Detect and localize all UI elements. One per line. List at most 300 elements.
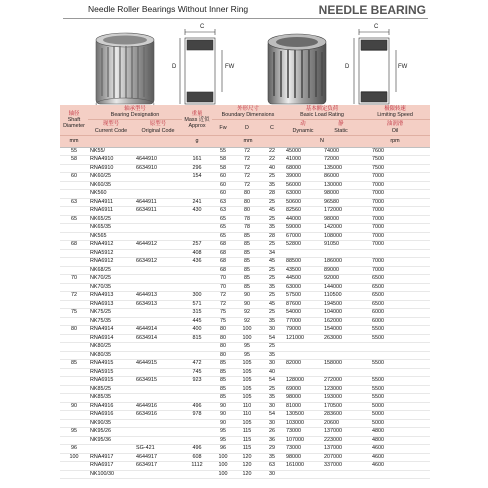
cell-fw: 68	[212, 266, 234, 275]
cell-original-code	[134, 343, 182, 352]
cell-d: 120	[234, 453, 260, 462]
cell-c: 25	[260, 215, 284, 224]
table-row	[60, 198, 430, 207]
cell-mass	[182, 351, 212, 360]
cell-mass: 923	[182, 377, 212, 386]
cell-dynamic: 68000	[284, 164, 322, 173]
cell-mass: 608	[182, 453, 212, 462]
cell-static	[322, 470, 360, 479]
cell-speed	[370, 470, 430, 479]
cell-c: 30	[260, 326, 284, 335]
cell-mass: 300	[182, 292, 212, 301]
cell-original-code	[134, 368, 182, 377]
cell-speed: 7000	[370, 207, 430, 216]
cell-dynamic: 57500	[284, 292, 322, 301]
cell-spacer	[360, 275, 370, 284]
cell-spacer	[360, 411, 370, 420]
cell-c: 45	[260, 258, 284, 267]
cell-static: 186000	[322, 258, 360, 267]
cell-original-code	[134, 173, 182, 182]
cell-original-code: 6634913	[134, 300, 182, 309]
cell-static: 142000	[322, 224, 360, 233]
header-row-2	[60, 120, 430, 135]
header-row-1	[60, 105, 430, 120]
cell-dynamic: 88500	[284, 258, 322, 267]
cell-original-code: 4644910	[134, 156, 182, 165]
cell-spacer	[360, 445, 370, 454]
cell-spacer	[360, 394, 370, 403]
cell-dynamic: 59000	[284, 224, 322, 233]
unit-shaft: mm	[60, 135, 88, 147]
cell-dynamic: 128000	[284, 377, 322, 386]
cell-shaft	[60, 266, 88, 275]
cell-c: 54	[260, 334, 284, 343]
cell-spacer	[360, 181, 370, 190]
cell-current-code: NK60/35	[88, 181, 134, 190]
cell-spacer	[360, 198, 370, 207]
table-row	[60, 300, 430, 309]
cell-original-code	[134, 147, 182, 156]
cell-current-code: NK75/35	[88, 317, 134, 326]
cell-fw: 96	[212, 445, 234, 454]
label-d-1: D	[172, 64, 177, 70]
cell-original-code	[134, 266, 182, 275]
cell-mass: 241	[182, 198, 212, 207]
cell-dynamic: 56000	[284, 181, 322, 190]
cell-static: 72000	[322, 156, 360, 165]
cell-original-code	[134, 436, 182, 445]
cell-current-code: NK560	[88, 190, 134, 199]
table-row	[60, 368, 430, 377]
cell-d: 80	[234, 207, 260, 216]
cell-current-code: NK85/35	[88, 394, 134, 403]
cell-static	[322, 368, 360, 377]
cell-fw: 72	[212, 300, 234, 309]
cell-current-code: RNA4911	[88, 198, 134, 207]
table-row	[60, 147, 430, 156]
cell-d: 115	[234, 436, 260, 445]
table-row	[60, 377, 430, 386]
cell-spacer	[360, 419, 370, 428]
cell-fw: 90	[212, 402, 234, 411]
cell-d: 90	[234, 292, 260, 301]
cell-current-code: RNA4915	[88, 360, 134, 369]
cell-mass	[182, 147, 212, 156]
cell-shaft	[60, 249, 88, 258]
cell-speed	[370, 343, 430, 352]
cell-dynamic: 107000	[284, 436, 322, 445]
cell-current-code: RNA4916	[88, 402, 134, 411]
cell-dynamic: 54000	[284, 309, 322, 318]
cell-d: 120	[234, 462, 260, 471]
cell-static: 272000	[322, 377, 360, 386]
cell-original-code: 4644916	[134, 402, 182, 411]
table-row	[60, 173, 430, 182]
cell-fw: 85	[212, 377, 234, 386]
cell-dynamic: 79000	[284, 326, 322, 335]
cell-spacer	[360, 470, 370, 479]
cell-current-code: NK65/25	[88, 215, 134, 224]
cell-shaft: 63	[60, 198, 88, 207]
table-row	[60, 411, 430, 420]
cell-d: 85	[234, 275, 260, 284]
cell-speed: 7000	[370, 190, 430, 199]
cell-mass: 154	[182, 173, 212, 182]
cell-shaft: 72	[60, 292, 88, 301]
cell-shaft	[60, 411, 88, 420]
cell-d: 72	[234, 147, 260, 156]
cell-static: 193000	[322, 394, 360, 403]
units-row	[60, 135, 430, 147]
cell-dynamic: 161000	[284, 462, 322, 471]
cell-spacer	[360, 164, 370, 173]
section-drawing-1	[172, 26, 238, 116]
cell-shaft	[60, 377, 88, 386]
cell-d: 105	[234, 377, 260, 386]
cell-static: 194500	[322, 300, 360, 309]
cell-current-code: RNA6917	[88, 462, 134, 471]
cell-c: 30	[260, 470, 284, 479]
cell-d: 85	[234, 266, 260, 275]
cell-d: 110	[234, 411, 260, 420]
cell-static: 20600	[322, 419, 360, 428]
unit-speed: rpm	[360, 135, 430, 147]
cell-spacer	[360, 309, 370, 318]
cell-shaft: 95	[60, 428, 88, 437]
cell-speed: 4600	[370, 462, 430, 471]
cell-static: 154000	[322, 326, 360, 335]
cell-d: 120	[234, 470, 260, 479]
cell-c: 35	[260, 317, 284, 326]
cell-spacer	[360, 283, 370, 292]
cell-spacer	[360, 351, 370, 360]
table-row	[60, 258, 430, 267]
cell-spacer	[360, 385, 370, 394]
cell-spacer	[360, 360, 370, 369]
cell-speed: 7000	[370, 173, 430, 182]
cell-c: 34	[260, 249, 284, 258]
cell-spacer	[360, 215, 370, 224]
cell-static: 74000	[322, 147, 360, 156]
cell-original-code	[134, 232, 182, 241]
cell-speed: 5000	[370, 402, 430, 411]
cell-shaft: 100	[60, 453, 88, 462]
cell-static: 158000	[322, 360, 360, 369]
cell-speed: 7000	[370, 198, 430, 207]
cell-shaft: 60	[60, 173, 88, 182]
cell-dynamic: 44000	[284, 215, 322, 224]
cell-spacer	[360, 368, 370, 377]
cell-original-code: 6634910	[134, 164, 182, 173]
brand-title: NEEDLE BEARING	[318, 3, 426, 17]
cell-speed: 7000	[370, 266, 430, 275]
cell-shaft: 70	[60, 275, 88, 284]
cell-current-code: NK85/25	[88, 385, 134, 394]
cell-original-code	[134, 215, 182, 224]
cell-speed: 5500	[370, 385, 430, 394]
cell-dynamic: 45000	[284, 147, 322, 156]
cell-mass: 400	[182, 326, 212, 335]
cell-d: 92	[234, 309, 260, 318]
cell-speed: 7000	[370, 232, 430, 241]
cell-original-code	[134, 470, 182, 479]
cell-c: 36	[260, 436, 284, 445]
cell-fw: 70	[212, 275, 234, 284]
cell-spacer	[360, 249, 370, 258]
table-row	[60, 292, 430, 301]
table-row	[60, 428, 430, 437]
cell-shaft	[60, 283, 88, 292]
cell-current-code: RNA4912	[88, 241, 134, 250]
cell-current-code: RNA6913	[88, 300, 134, 309]
cell-shaft: 65	[60, 215, 88, 224]
cell-static: 135000	[322, 164, 360, 173]
cell-shaft	[60, 258, 88, 267]
table-body	[60, 147, 430, 479]
cell-spacer	[360, 402, 370, 411]
cell-dynamic: 73000	[284, 428, 322, 437]
cell-shaft: 68	[60, 241, 88, 250]
cell-static: 144000	[322, 283, 360, 292]
cell-speed: 4800	[370, 436, 430, 445]
cell-fw: 75	[212, 317, 234, 326]
cell-current-code	[88, 445, 134, 454]
unit-dims: mm	[212, 135, 284, 147]
cell-dynamic: 82560	[284, 207, 322, 216]
cell-c: 22	[260, 156, 284, 165]
cell-fw: 65	[212, 232, 234, 241]
cell-spacer	[360, 156, 370, 165]
cell-d: 80	[234, 190, 260, 199]
cell-d: 72	[234, 164, 260, 173]
cell-c: 25	[260, 385, 284, 394]
cell-d: 115	[234, 428, 260, 437]
cell-c: 25	[260, 241, 284, 250]
cell-mass: 296	[182, 164, 212, 173]
cell-static: 98000	[322, 215, 360, 224]
table-row	[60, 164, 430, 173]
cell-mass: 445	[182, 317, 212, 326]
cell-shaft	[60, 181, 88, 190]
cell-dynamic: 103000	[284, 419, 322, 428]
label-c-2: C	[374, 24, 379, 30]
cell-c: 29	[260, 445, 284, 454]
cell-c: 25	[260, 309, 284, 318]
cell-speed: 5500	[370, 360, 430, 369]
cell-fw: 100	[212, 470, 234, 479]
col-static: 静 Static	[322, 120, 360, 135]
cell-current-code: RNA6912	[88, 258, 134, 267]
table-row	[60, 317, 430, 326]
cell-mass: 815	[182, 334, 212, 343]
cell-fw: 55	[212, 147, 234, 156]
table-row	[60, 351, 430, 360]
cell-spacer	[360, 147, 370, 156]
cell-current-code: RNA6914	[88, 334, 134, 343]
cell-d: 105	[234, 368, 260, 377]
cell-d: 105	[234, 360, 260, 369]
table-row	[60, 181, 430, 190]
cell-spacer	[360, 266, 370, 275]
cell-current-code: RNA6916	[88, 411, 134, 420]
cell-shaft	[60, 385, 88, 394]
cell-static: 96580	[322, 198, 360, 207]
col-original: 原型号 Original Code	[134, 120, 182, 135]
cell-mass	[182, 181, 212, 190]
cell-fw: 63	[212, 207, 234, 216]
cell-dynamic: 81000	[284, 402, 322, 411]
table-row	[60, 249, 430, 258]
cell-c: 40	[260, 164, 284, 173]
cell-d: 72	[234, 156, 260, 165]
cell-shaft: 90	[60, 402, 88, 411]
cell-fw: 80	[212, 343, 234, 352]
cell-spacer	[360, 436, 370, 445]
bearing-spec-table	[60, 105, 430, 479]
cell-shaft: 58	[60, 156, 88, 165]
cell-speed: 7600	[370, 147, 430, 156]
page-title: Needle Roller Bearings Without Inner Ring	[88, 4, 249, 14]
cell-spacer	[360, 428, 370, 437]
cell-original-code: 4644913	[134, 292, 182, 301]
cell-spacer	[360, 241, 370, 250]
cell-c: 30	[260, 360, 284, 369]
cell-original-code: 4644911	[134, 198, 182, 207]
cell-static: 223000	[322, 436, 360, 445]
cell-static	[322, 343, 360, 352]
cell-static: 108000	[322, 232, 360, 241]
table-row	[60, 224, 430, 233]
cell-static	[322, 249, 360, 258]
cell-spacer	[360, 453, 370, 462]
cell-speed	[370, 351, 430, 360]
cell-spacer	[360, 224, 370, 233]
col-mass: 重量 Mass 近似 Approx	[182, 105, 212, 135]
cell-shaft	[60, 232, 88, 241]
cell-current-code: NK68/25	[88, 266, 134, 275]
table-row	[60, 190, 430, 199]
table-row	[60, 309, 430, 318]
cell-fw: 60	[212, 190, 234, 199]
cell-current-code: RNA6911	[88, 207, 134, 216]
cell-current-code: NK70/25	[88, 275, 134, 284]
cell-original-code	[134, 419, 182, 428]
table-row	[60, 207, 430, 216]
cell-d: 72	[234, 173, 260, 182]
cell-mass	[182, 436, 212, 445]
cell-c: 28	[260, 232, 284, 241]
cell-shaft: 80	[60, 326, 88, 335]
cell-speed: 5500	[370, 377, 430, 386]
cell-d: 100	[234, 326, 260, 335]
cell-fw: 65	[212, 224, 234, 233]
cell-d: 105	[234, 394, 260, 403]
cell-original-code	[134, 224, 182, 233]
cell-mass: 496	[182, 445, 212, 454]
cell-fw: 63	[212, 198, 234, 207]
cell-fw: 58	[212, 164, 234, 173]
cell-static: 110500	[322, 292, 360, 301]
cell-fw: 80	[212, 326, 234, 335]
cell-current-code: NK65/35	[88, 224, 134, 233]
cell-fw: 70	[212, 283, 234, 292]
cell-speed: 6500	[370, 300, 430, 309]
cell-current-code: NK95/36	[88, 436, 134, 445]
label-fw-1: FW	[225, 64, 235, 70]
table-row	[60, 385, 430, 394]
col-current: 现型号 Current Code	[88, 120, 134, 135]
cell-fw: 80	[212, 351, 234, 360]
cell-dynamic: 44500	[284, 275, 322, 284]
cell-c: 25	[260, 343, 284, 352]
cell-fw: 85	[212, 360, 234, 369]
cell-dynamic: 87600	[284, 300, 322, 309]
cell-fw: 80	[212, 334, 234, 343]
cell-fw: 68	[212, 258, 234, 267]
cell-current-code: RNA6910	[88, 164, 134, 173]
cell-c: 35	[260, 351, 284, 360]
cell-static: 130000	[322, 181, 360, 190]
cell-static: 162000	[322, 317, 360, 326]
cell-dynamic: 98000	[284, 453, 322, 462]
cell-c: 25	[260, 173, 284, 182]
cell-speed: 5000	[370, 411, 430, 420]
cell-c: 63	[260, 462, 284, 471]
cell-shaft: 75	[60, 309, 88, 318]
cell-dynamic	[284, 368, 322, 377]
cell-original-code: 6634915	[134, 377, 182, 386]
table-row	[60, 360, 430, 369]
cell-c: 35	[260, 181, 284, 190]
cell-mass	[182, 343, 212, 352]
cell-speed: 4600	[370, 453, 430, 462]
cell-c: 35	[260, 453, 284, 462]
cell-d: 80	[234, 198, 260, 207]
cell-speed: 7000	[370, 181, 430, 190]
cell-dynamic: 73000	[284, 445, 322, 454]
cell-mass: 978	[182, 411, 212, 420]
cell-c: 25	[260, 266, 284, 275]
cell-mass	[182, 470, 212, 479]
cell-static: 98000	[322, 190, 360, 199]
cell-fw: 85	[212, 394, 234, 403]
cell-original-code: 6634912	[134, 258, 182, 267]
cell-mass: 257	[182, 241, 212, 250]
cell-d: 85	[234, 232, 260, 241]
cell-fw: 85	[212, 368, 234, 377]
cell-speed: 6500	[370, 283, 430, 292]
cell-shaft	[60, 334, 88, 343]
cell-c: 26	[260, 428, 284, 437]
cell-current-code: NK100/30	[88, 470, 134, 479]
table-row	[60, 394, 430, 403]
cell-dynamic: 63000	[284, 283, 322, 292]
cell-d: 95	[234, 351, 260, 360]
cell-c: 25	[260, 275, 284, 284]
cell-c: 30	[260, 402, 284, 411]
cell-fw: 100	[212, 462, 234, 471]
cell-speed: 4800	[370, 428, 430, 437]
cell-dynamic	[284, 470, 322, 479]
col-load: 基本额定负荷 Basic Load Rating	[284, 105, 360, 120]
cell-speed: 5000	[370, 419, 430, 428]
cell-original-code	[134, 428, 182, 437]
section-drawing-2	[346, 26, 412, 116]
cell-mass: 571	[182, 300, 212, 309]
cell-mass: 1112	[182, 462, 212, 471]
cell-speed: 6000	[370, 317, 430, 326]
cell-speed: 7000	[370, 241, 430, 250]
